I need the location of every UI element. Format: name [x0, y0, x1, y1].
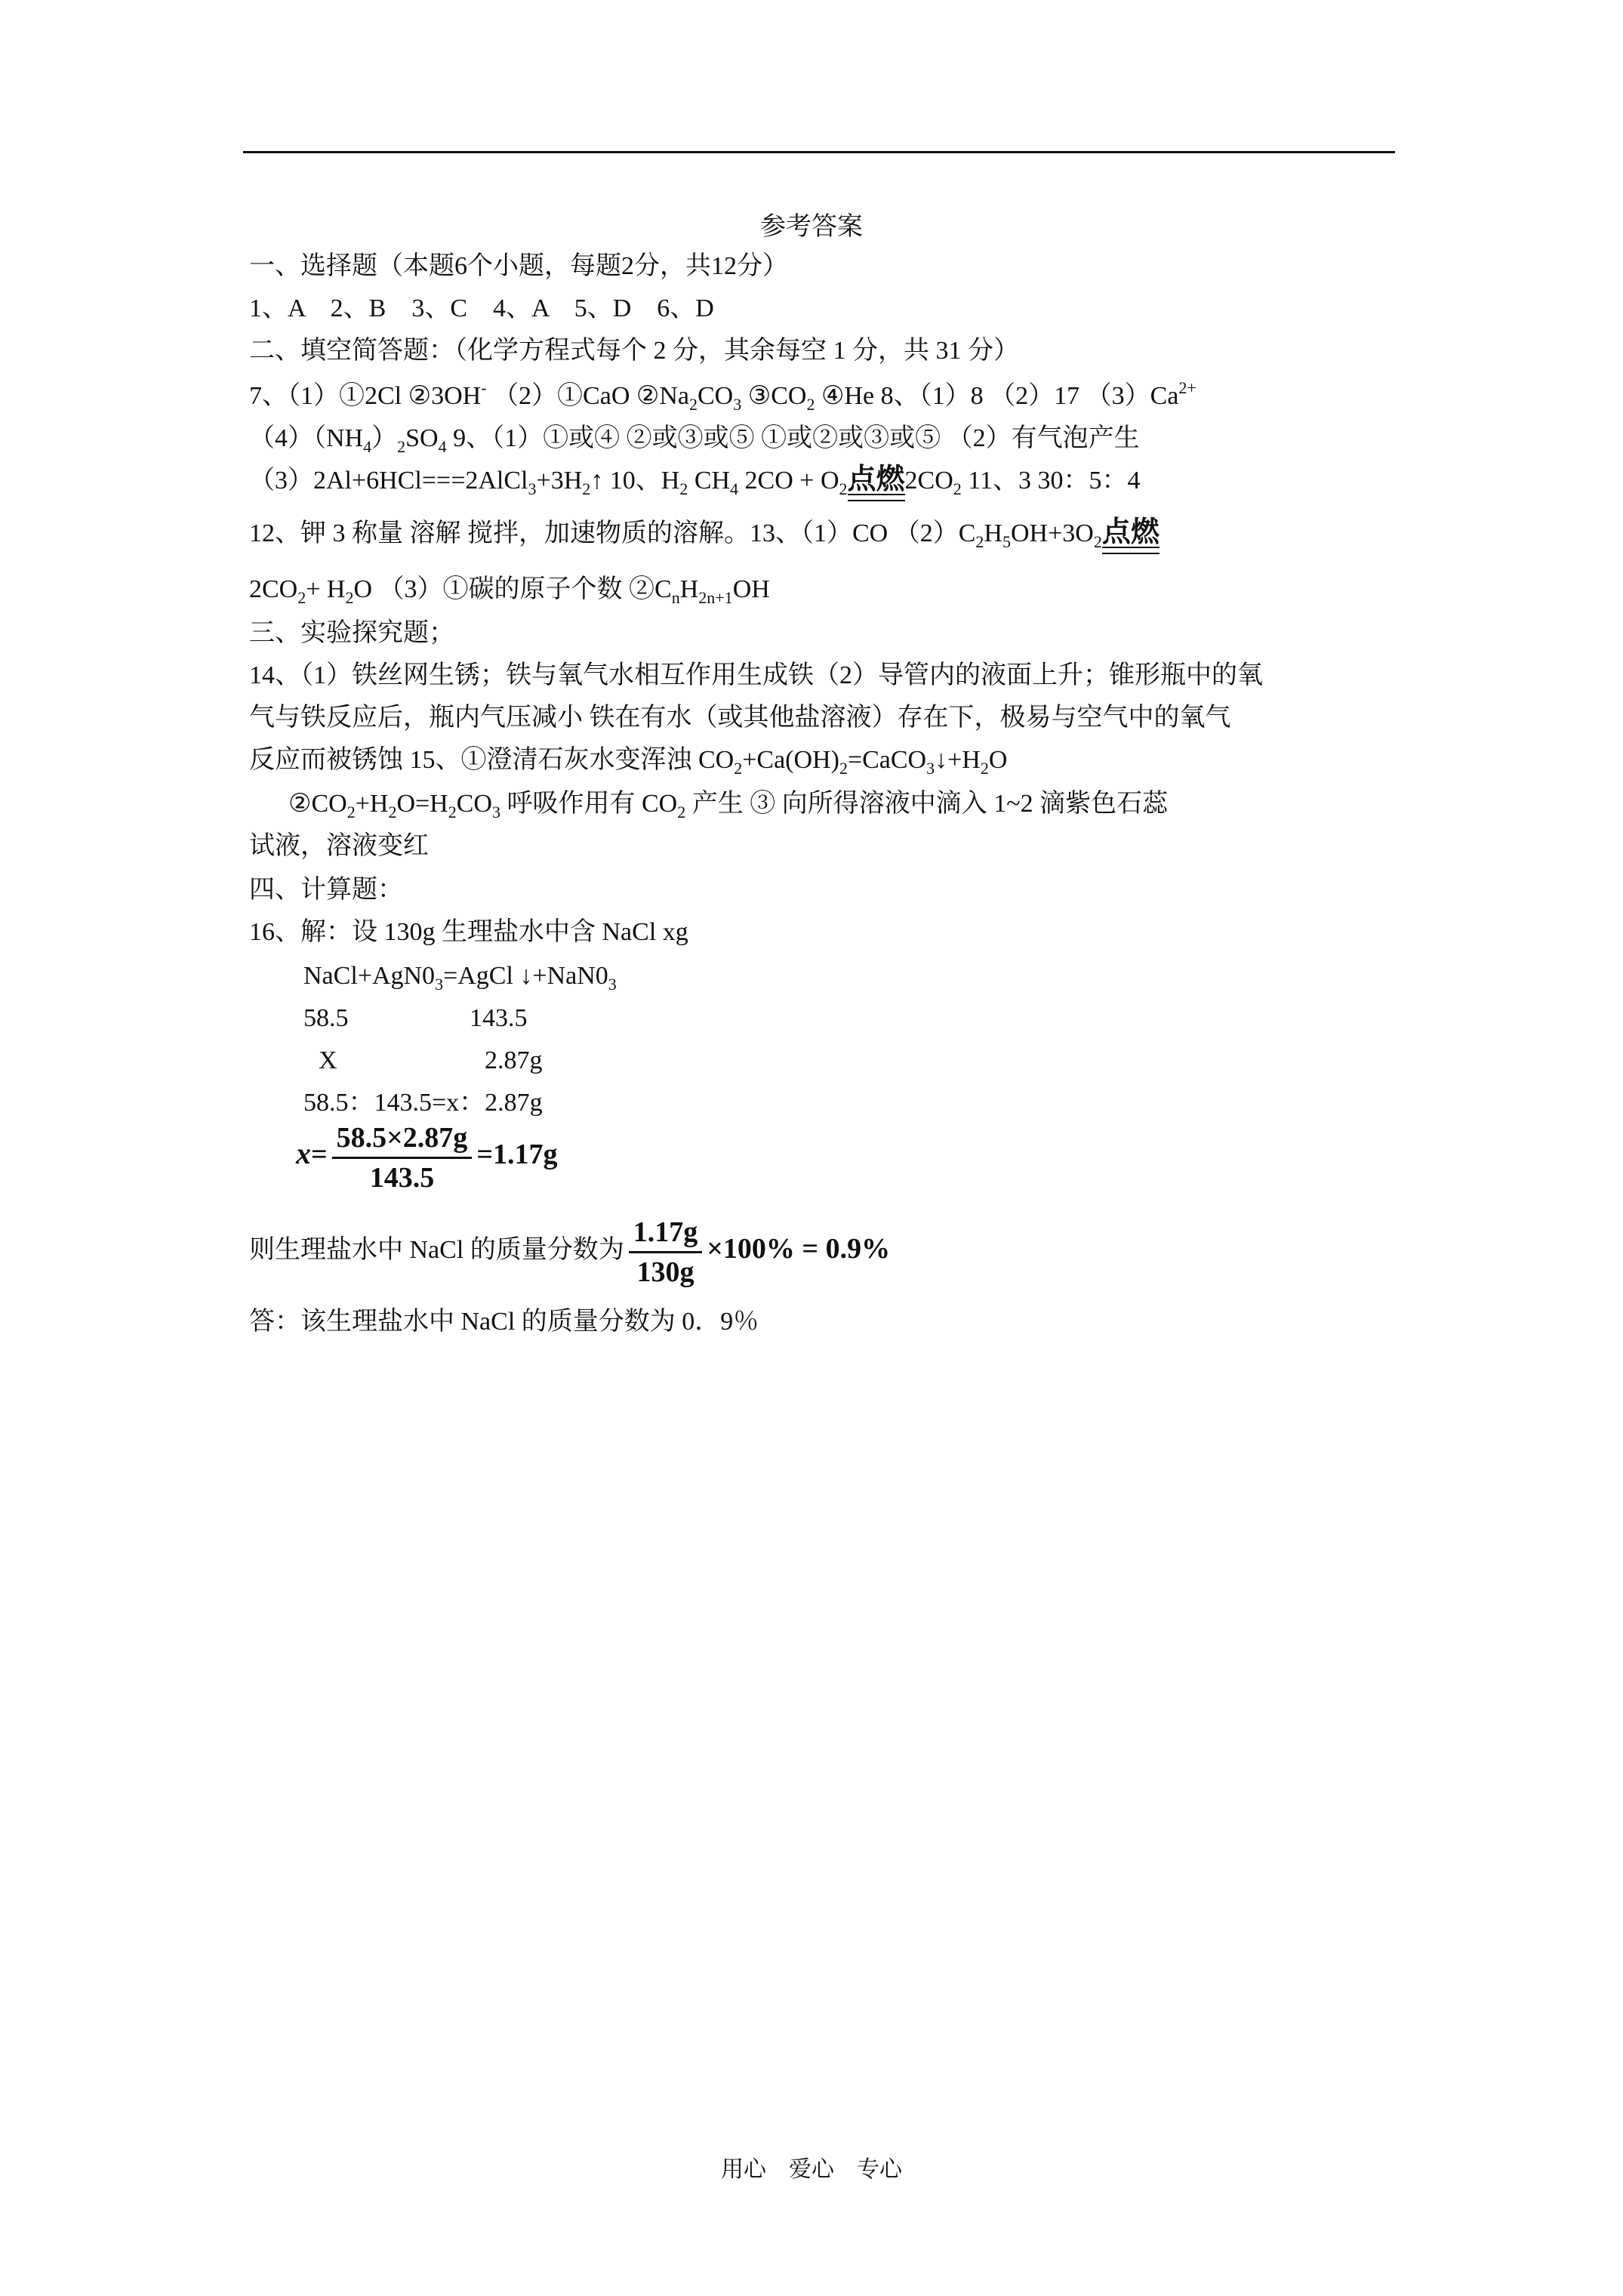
answer-line-15c: 试液，溶液变红: [249, 832, 429, 860]
answer-line-12-13: 12、钾 3 称量 溶解 搅拌，加速物质的溶解。13、（1）CO $(2)C_2H_5OH+3O_2$点燃: [249, 516, 1160, 551]
answer-line-15a: 反应而被锈蚀 15、①澄清石灰水变浑浊 $CO_2+Ca(OH)_2=CaCO_3↓+H_2O$: [249, 746, 1008, 778]
section-1-heading: 一、选择题（本题6个小题，每题2分，共12分）: [249, 252, 788, 280]
answer-line-8-9: $(4)(NH_4)_2SO_4$ 9、（1）①或④ ②或③或⑤ ①或②或③或⑤ （2）有气泡产生: [249, 424, 1140, 456]
molar-mass-a: 58.5: [303, 1004, 349, 1032]
known-mass: 2.87g: [485, 1046, 543, 1074]
calc-setup: 16、解：设 130g 生理盐水中含 NaCl xg: [249, 918, 688, 946]
page-footer: 用心 爱心 专心: [721, 2157, 902, 2182]
fraction-percent: $\frac{1.17g}{130g}$: [629, 1213, 703, 1291]
page-title: 参考答案: [760, 213, 863, 241]
section-2-heading: 二、填空简答题：（化学方程式每个 2 分，其余每空 1 分，共 31 分）: [249, 337, 1019, 365]
fraction-x: $\frac{58.5\times 2.87g}{143.5}$: [332, 1119, 473, 1197]
ignite-condition: 点燃: [848, 462, 905, 500]
formula-percent: 则生理盐水中 NaCl 的质量分数为 $\frac{1.17g}{130g}$ ×100% = 0.9%: [249, 1211, 890, 1291]
answer-line-13-cont: $2CO_2+ H_2O$ （3）①碳的原子个数 $②C_nH_{2n+1}OH$: [249, 575, 770, 607]
section-4-heading: 四、计算题：: [249, 876, 403, 904]
unknown-mass: X: [319, 1046, 337, 1074]
molar-mass-b: 143.5: [470, 1004, 528, 1032]
header-rule: [243, 151, 1395, 153]
answer-line-7-8: 7、（1）①2Cl ②3OH- （2）①CaO $②Na_2CO_3$ $③CO_2$ ④He 8、（1）8 （2）17 $(3)Ca^{2+}$: [249, 378, 1196, 414]
formula-x: x= $\frac{58.5\times 2.87g}{143.5}$ =1.17g: [296, 1116, 557, 1197]
answer-line-14a: 14、（1）铁丝网生锈；铁与氧气水相互作用生成铁（2）导管内的液面上升；锥形瓶中的氧: [249, 661, 1263, 689]
proportion: 58.5：143.5=x：2.87g: [303, 1089, 543, 1117]
section-1-answers: 1、A 2、B 3、C 4、A 5、D 6、D: [249, 294, 714, 322]
answer-line-9-11: $(3)2Al+6HCl===2AlCl_3+3H_2↑$ 10、$H_2$ $CH_4$ $2CO + O_2$点燃$2CO_2$ 11、3 30：5：4: [249, 464, 1141, 498]
ignite-condition: 点燃: [1102, 515, 1160, 553]
answer-line-14b: 气与铁反应后，瓶内气压减小 铁在有水（或其他盐溶液）存在下，极易与空气中的氧气: [249, 704, 1231, 732]
final-answer: 答：该生理盐水中 NaCl 的质量分数为 0．9％: [249, 1308, 759, 1336]
calc-equation: $NaCl+AgN0_3=AgCl$ $↓+NaN0_3$: [303, 962, 617, 994]
section-3-heading: 三、实验探究题；: [249, 619, 454, 647]
answer-line-15b: $②CO_2+H_2O=H_2CO_3$ 呼吸作用有 $CO_2$ 产生 ③ 向所得溶液中滴入 1~2 滴紫色石蕊: [288, 790, 1169, 821]
